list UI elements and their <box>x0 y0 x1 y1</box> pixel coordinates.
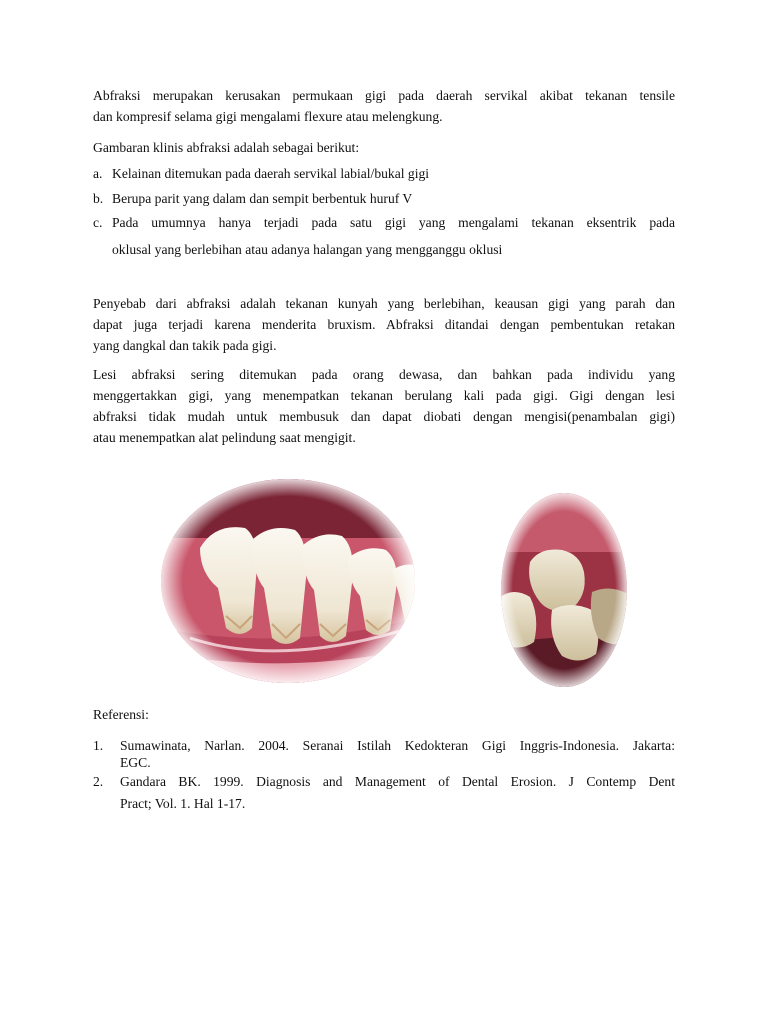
intro-line-1: Abfraksi merupakan kerusakan permukaan gigi pada daerah servikal akibat tekanan tensile <box>93 88 675 103</box>
lesion-line-4: atau menempatkan alat pelindung saat mengigit. <box>93 430 356 445</box>
list-item-text: Pada umumnya hanya terjadi pada satu gigi yang mengalami tekanan eksentrik pada <box>112 215 675 230</box>
reference-number: 2. <box>93 774 104 789</box>
reference-text: Gandara BK. 1999. Diagnosis and Management of Dental Erosion. J Contemp Dent <box>120 774 675 789</box>
cause-line-2: dapat juga terjadi karena menderita bruxism. Abfraksi ditandai dengan pembentukan retakan <box>93 317 675 332</box>
abfraction-teeth-photo-1 <box>160 478 416 684</box>
list-marker: a. <box>93 166 103 181</box>
reference-text: Sumawinata, Narlan. 2004. Seranai Istilah Kedokteran Gigi Inggris-Indonesia. Jakarta: <box>120 738 675 753</box>
reference-text-continued: Pract; Vol. 1. Hal 1-17. <box>120 796 246 811</box>
list-item-text: Kelainan ditemukan pada daerah servikal labial/bukal gigi <box>112 166 430 181</box>
list-item-text: Berupa parit yang dalam dan sempit berbentuk huruf V <box>112 191 413 206</box>
cause-line-3: yang dangkal dan takik pada gigi. <box>93 338 277 353</box>
lesion-line-3: abfraksi tidak mudah untuk membusuk dan dapat diobati dengan mengisi(penambalan gigi) <box>93 409 675 424</box>
list-item <box>93 212 675 262</box>
reference-text-continued: EGC. <box>120 755 151 770</box>
intro-line-2: dan kompresif selama gigi mengalami flexure atau melengkung. <box>93 109 443 124</box>
lesion-line-2: menggertakkan gigi, yang menempatkan tekanan berulang kali pada gigi. Gigi dengan lesi <box>93 388 675 403</box>
cause-line-1: Penyebab dari abfraksi adalah tekanan kunyah yang berlebihan, keausan gigi yang parah dan <box>93 296 675 311</box>
reference-item <box>93 772 675 812</box>
list-marker: c. <box>93 215 103 230</box>
list-marker: b. <box>93 191 104 206</box>
lesion-line-1: Lesi abfraksi sering ditemukan pada orang dewasa, dan bahkan pada individu yang <box>93 367 675 382</box>
reference-number: 1. <box>93 738 104 753</box>
clinical-heading: Gambaran klinis abfraksi adalah sebagai berikut: <box>93 140 360 155</box>
references-heading: Referensi: <box>93 707 149 722</box>
list-item-text-continued: oklusal yang berlebihan atau adanya halangan yang mengganggu oklusi <box>112 242 503 257</box>
reference-item <box>93 736 675 776</box>
abfraction-teeth-photo-2 <box>500 492 628 688</box>
